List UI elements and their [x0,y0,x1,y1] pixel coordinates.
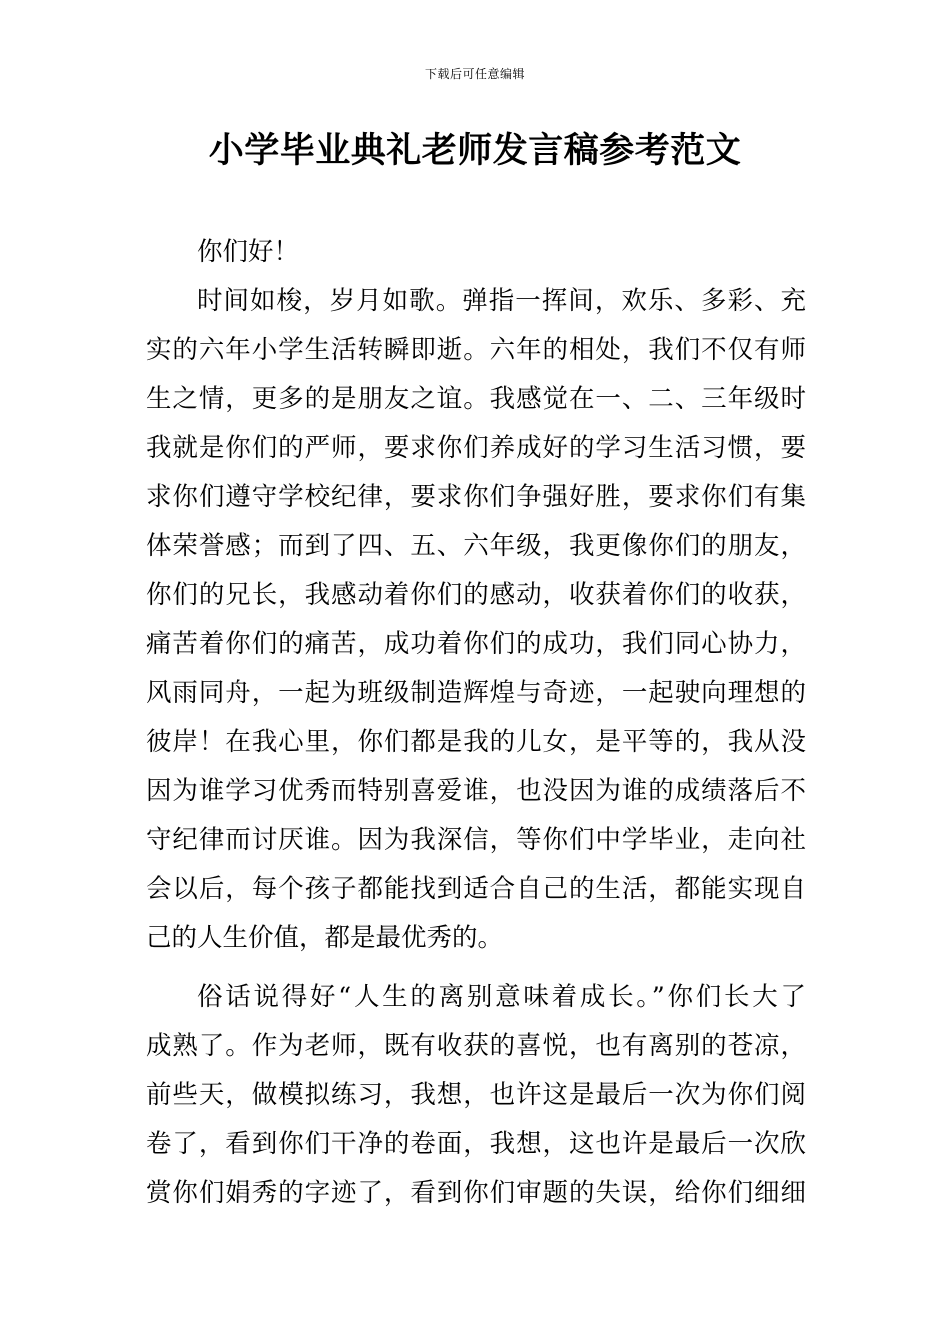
paragraph-line: 风雨同舟，一起为班级制造辉煌与奇迹，一起驶向理想的 [146,678,806,708]
paragraph-line: 你们的兄长，我感动着你们的感动，收获着你们的收获， [146,580,806,610]
document-title: 小学毕业典礼老师发言稿参考范文 [208,130,742,171]
paragraph-line: 时间如梭，岁月如歌。弹指一挥间，欢乐、多彩、充 [197,286,806,316]
paragraph-line: 俗话说得好“人生的离别意味着成长。”你们长大了 [197,982,806,1012]
paragraph-line: 成熟了。作为老师，既有收获的喜悦，也有离别的苍凉， [146,1031,806,1061]
paragraph-line: 因为谁学习优秀而特别喜爱谁，也没因为谁的成绩落后不 [146,776,806,806]
paragraph-line: 彼岸！在我心里，你们都是我的儿女，是平等的，我从没 [146,727,806,757]
paragraph-line: 己的人生价值，都是最优秀的。 [146,923,504,953]
greeting: 你们好！ [197,237,300,267]
paragraph-line: 守纪律而讨厌谁。因为我深信，等你们中学毕业，走向社 [146,825,806,855]
paragraph-line: 痛苦着你们的痛苦，成功着你们的成功，我们同心协力， [146,629,806,659]
paragraph-line: 我就是你们的严师，要求你们养成好的学习生活习惯，要 [146,433,806,463]
paragraph-line: 会以后，每个孩子都能找到适合自己的生活，都能实现自 [146,874,806,904]
paragraph-line: 赏你们娟秀的字迹了，看到你们审题的失误，给你们细细 [146,1178,806,1208]
paragraph-line: 体荣誉感；而到了四、五、六年级，我更像你们的朋友， [146,531,806,561]
header-note: 下载后可任意编辑 [424,67,525,81]
paragraph-line: 生之情，更多的是朋友之谊。我感觉在一、二、三年级时 [146,384,806,414]
paragraph-line: 实的六年小学生活转瞬即逝。六年的相处，我们不仅有师 [146,335,806,365]
paragraph-line: 前些天，做模拟练习，我想，也许这是最后一次为你们阅 [146,1080,806,1110]
paragraph-line: 求你们遵守学校纪律，要求你们争强好胜，要求你们有集 [146,482,806,512]
paragraph-line: 卷了，看到你们干净的卷面，我想，这也许是最后一次欣 [146,1129,806,1159]
